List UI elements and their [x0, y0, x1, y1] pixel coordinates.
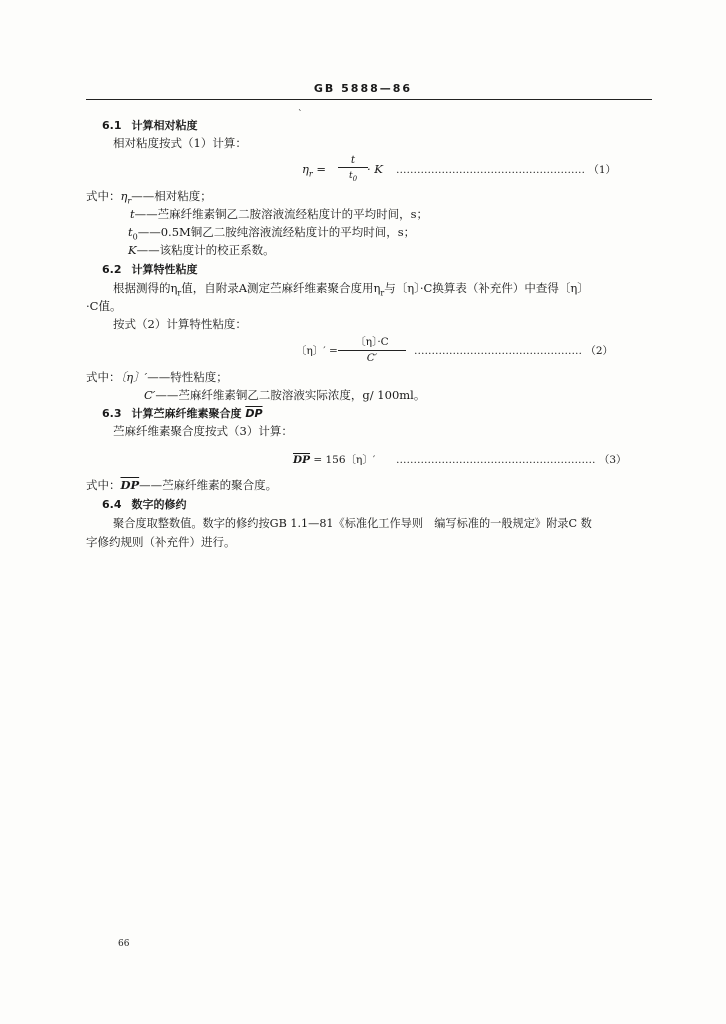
s62-para-line2: ·C值。 — [86, 299, 122, 313]
eq2-lhs: 〔η〕′ = — [296, 345, 338, 357]
eq2-number: ………………………………………… （2） — [414, 345, 614, 357]
section-6-1-heading — [102, 117, 198, 133]
top-mark: ` — [298, 110, 303, 120]
eq1-denominator: $t_0$ — [348, 171, 358, 183]
s64-para-line1: 聚合度取整数值。数字的修约按GB 1.1—81《标准化工作导则 编写标准的一般规定》附录C 数 — [113, 517, 592, 530]
s61-intro: 相对粘度按式（1）计算： — [113, 136, 247, 150]
s64-para-line2: 字修约规则（补充件）进行。 — [86, 535, 236, 549]
section-6-2-heading: 6.2 计算特性粘度 — [102, 263, 198, 276]
eq2-numerator: 〔η〕·C — [355, 336, 389, 348]
eq2-fraction — [338, 334, 406, 364]
s62-where-line: 式中：〔η〕′——特性粘度； — [86, 370, 228, 384]
eq3-number: ………………………………………………… （3） — [396, 454, 627, 466]
s61-where-line: 式中：$\eta_r——$相对粘度； — [86, 189, 212, 206]
s61-def-k: K——该粘度计的校正系数。 — [128, 243, 275, 257]
eq2-denominator: C′ — [366, 352, 378, 364]
eq1-number: ……………………………………………… （1） — [396, 164, 617, 176]
section-6-4-heading: 6.4 数字的修约 — [102, 498, 187, 511]
section-6-3-heading: 6.3 计算苎麻纤维素聚合度 $\overline{DP}$ — [102, 407, 263, 420]
page-number: 66 — [118, 939, 130, 949]
eq1-rhs: · K — [367, 162, 383, 176]
section-number: 6.1 — [102, 119, 122, 132]
s61-def-t0: $t_0——0.5M$铜乙二胺纯溶液流经粘度计的平均时间，s； — [128, 225, 416, 242]
s61-def-t: t——苎麻纤维素铜乙二胺溶液流经粘度计的平均时间，s； — [130, 207, 429, 221]
fraction-line — [338, 167, 368, 168]
section-title: 计算相对粘度 — [131, 119, 198, 132]
eq1-fraction — [338, 154, 368, 183]
s63-intro: 苎麻纤维素聚合度按式（3）计算： — [113, 424, 293, 438]
s62-intro: 按式（2）计算特性粘度： — [113, 317, 247, 331]
eq1-lhs: $\eta_r$ = — [302, 162, 327, 179]
eq1-numerator: t — [350, 154, 356, 166]
s62-para-line1: 根据测得的$\eta_r$值，自附录A测定苎麻纤维素聚合度用$\eta_r$与〔η〕·C换算表（补充件）中查得〔η〕 — [113, 281, 589, 298]
standard-code-header: GB 5888—86 — [313, 82, 413, 95]
eq3-formula: $\overline{DP} = 156$〔η〕′ — [293, 454, 376, 466]
s63-where-line: 式中：$\overline{DP}——$苎麻纤维素的聚合度。 — [86, 478, 278, 492]
s62-def-c: C′——苎麻纤维素铜乙二胺溶液实际浓度，g/ 100ml。 — [144, 388, 426, 402]
header-rule — [86, 99, 652, 100]
fraction-line — [338, 350, 406, 351]
